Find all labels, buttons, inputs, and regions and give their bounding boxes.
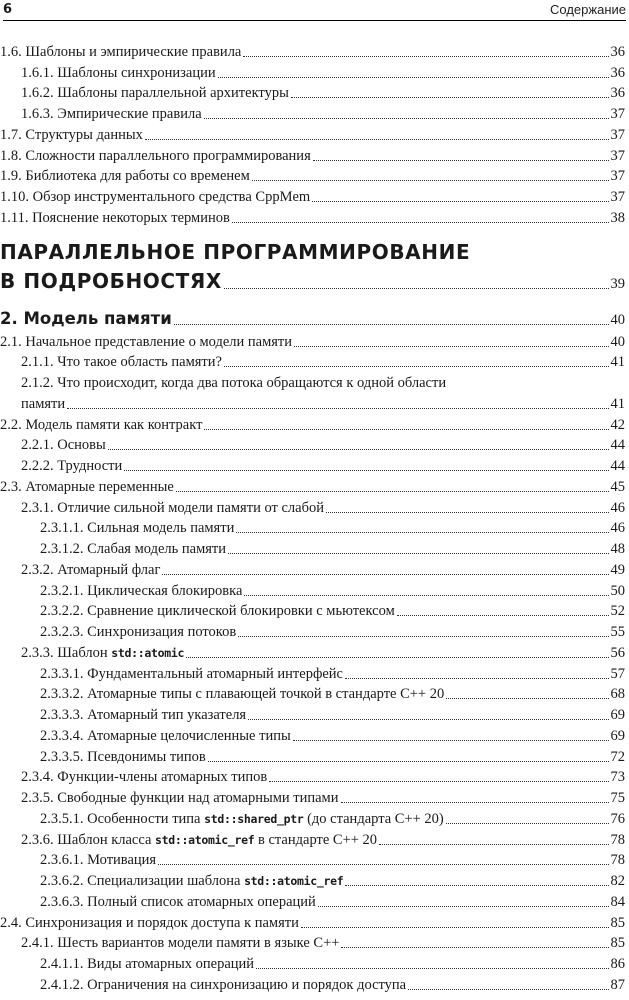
toc-entry-page: 86 (610, 956, 625, 972)
toc-entry-text: 1.7. Структуры данных (0, 126, 143, 143)
toc-entry-label (21, 769, 267, 786)
toc-entry-page: 50 (610, 582, 625, 599)
toc-entry (0, 40, 629, 61)
toc-entry-text: 2.3.2.2. Сравнение циклической блокировки с мьютексом (40, 603, 395, 620)
toc-entry (0, 579, 629, 600)
toc-entry (0, 952, 629, 973)
leader-dots (291, 97, 609, 98)
part-heading (0, 239, 629, 294)
toc-entry-text: 2.3.2.3. Синхронизация потоков (40, 624, 237, 640)
toc-entry (0, 932, 629, 953)
toc-entry-label (40, 956, 254, 973)
toc-entry (0, 641, 629, 662)
leader-dots (379, 844, 608, 845)
toc-entry-page: 41 (610, 395, 625, 412)
toc-entry-text: 2.3.2.1. Циклическая блокировка (40, 582, 243, 599)
leader-dots (293, 740, 609, 741)
toc-entry-label (21, 458, 122, 475)
toc-entry-code: std::atomic_ref (244, 874, 344, 888)
toc-entry-page: 37 (610, 147, 625, 164)
toc-entry-text: 2.3.6. Шаблон класса (21, 831, 156, 848)
toc-entry (0, 724, 629, 745)
toc-entry-label (0, 915, 299, 932)
toc-entry-code: std::atomic (111, 645, 185, 660)
toc-section-chapter2-a (0, 330, 629, 372)
toc-entry (0, 683, 629, 704)
leader-dots (174, 324, 609, 325)
toc-entry-text: 1.10. Обзор инструментального средства CppMem (0, 189, 311, 205)
toc-entry-page: 85 (610, 935, 625, 952)
leader-dots (243, 56, 608, 57)
toc-entry-page: 41 (610, 354, 625, 371)
toc-entry-label (21, 437, 106, 454)
leader-dots (186, 657, 608, 658)
toc-entry-text: 2.3.3.1. Фундаментальный атомарный интерфейс (40, 665, 343, 682)
leader-dots (313, 160, 609, 161)
leader-dots (256, 968, 608, 969)
toc-entry (0, 144, 629, 165)
toc-entry-text: 2.3.4. Функции-члены атомарных типов (21, 769, 268, 786)
leader-dots (236, 532, 608, 533)
toc-entry (0, 206, 629, 227)
leader-dots (218, 77, 609, 78)
toc-entry-label (21, 500, 324, 517)
toc-entry-page: 55 (610, 624, 625, 640)
toc-entry-text: 2.3.3. Шаблон (21, 644, 112, 661)
toc-entry-label (0, 148, 311, 165)
part-title-line1: ПАРАЛЛЕЛЬНОЕ ПРОГРАММИРОВАНИЕ (0, 239, 471, 264)
toc-entry-wrapped-line2 (0, 392, 629, 413)
toc-entry-text: 1.6.3. Эмпирические правила (21, 106, 202, 122)
toc-entry-label (0, 334, 292, 351)
toc-entry-page: 37 (610, 106, 625, 122)
toc-entry-page: 84 (610, 893, 625, 910)
toc-entry-page: 40 (610, 333, 625, 350)
toc-entry-label: памяти (21, 395, 66, 412)
leader-dots (145, 139, 609, 140)
toc-entry-text: 2.4.1. Шесть вариантов модели памяти в языке C++ (21, 935, 340, 952)
leader-dots (204, 118, 609, 119)
toc-section-chapter1 (0, 40, 629, 227)
toc-entry (0, 828, 629, 849)
toc-entry-label (40, 811, 444, 828)
toc-entry-label (0, 210, 230, 227)
toc-entry-text: 1.9. Библиотека для работы со временем (0, 168, 250, 185)
leader-dots (446, 823, 609, 824)
toc-entry-page: 48 (610, 541, 625, 557)
leader-dots (162, 574, 608, 575)
toc-entry (0, 454, 629, 475)
leader-dots (345, 678, 609, 679)
toc-entry (0, 102, 629, 123)
toc-entry-label (0, 417, 202, 434)
toc-entry (0, 475, 629, 496)
toc-entry-text: 2.3.1. Отличие сильной модели памяти от слабой (21, 499, 324, 516)
leader-dots (397, 615, 609, 616)
toc-entry-label (21, 562, 160, 579)
toc-entry (0, 786, 629, 807)
toc-entry (0, 620, 629, 641)
leader-dots (124, 470, 608, 471)
leader-dots (318, 906, 609, 907)
leader-dots (269, 781, 608, 782)
toc-entry-label (40, 583, 242, 600)
toc-entry-label (0, 168, 250, 185)
toc-entry-text-suffix: в стандарте C++ 20 (254, 831, 378, 848)
toc-entry-page: 36 (610, 43, 625, 60)
toc-entry (0, 849, 629, 870)
toc-entry-text: 2.3.1.1. Сильная модель памяти (40, 520, 235, 537)
toc-entry (0, 807, 629, 828)
toc-entry (0, 537, 629, 558)
toc-entry-text: 2.3.2. Атомарный флаг (21, 561, 161, 578)
toc-entry-page: 56 (610, 644, 625, 661)
toc-entry-text: 2.3.5. Свободные функции над атомарными типами (21, 790, 339, 806)
leader-dots (248, 719, 608, 720)
leader-dots (408, 989, 608, 990)
toc-entry-label (40, 707, 246, 724)
toc-entry-page: 76 (610, 810, 625, 827)
leader-dots (67, 408, 608, 409)
leader-dots (252, 180, 609, 181)
toc-entry (0, 911, 629, 932)
leader-dots (345, 885, 608, 886)
toc-entry-text: 2.2.2. Трудности (21, 458, 123, 474)
chapter-title: 2. Модель памяти (0, 308, 172, 328)
toc-entry-label (40, 873, 343, 890)
toc-entry-text: 2.3.3.4. Атомарные целочисленные типы (40, 727, 291, 744)
leader-dots (204, 429, 608, 430)
toc-entry-text: 2.1. Начальное представление о модели памяти (0, 333, 293, 350)
toc-entry-label (40, 977, 406, 994)
toc-entry-label (40, 749, 206, 766)
chapter-heading (0, 304, 629, 330)
toc-entry-text: 2.3.3.2. Атомарные типы с плавающей точкой в стандарте C++ 20 (40, 686, 445, 703)
leader-dots (208, 761, 609, 762)
toc-entry-page: 85 (610, 914, 625, 931)
toc-entry-text: 2.3.1.2. Слабая модель памяти (40, 541, 227, 557)
toc-entry-text: 2.4.1.2. Ограничения на синхронизацию и порядок доступа (40, 976, 407, 993)
toc-entry-label (21, 65, 216, 82)
toc-entry (0, 766, 629, 787)
toc-entry-text: 1.8. Сложности параллельного программирования (0, 147, 311, 164)
leader-dots (224, 288, 609, 289)
toc-entry-page: 68 (610, 686, 625, 703)
toc-entry-page: 44 (610, 458, 625, 474)
toc-entry-wrapped-line1 (0, 371, 629, 392)
toc-entry-label (40, 894, 316, 911)
toc-entry-label (21, 832, 377, 849)
toc-entry-label (21, 106, 202, 123)
toc-entry (0, 517, 629, 538)
toc-entry-label (40, 728, 291, 745)
table-of-contents (0, 40, 629, 994)
leader-dots (238, 636, 608, 637)
toc-entry-label (0, 189, 310, 206)
toc-entry-label (21, 354, 222, 371)
toc-entry-text: 2.4.1.1. Виды атомарных операций (40, 956, 255, 972)
toc-entry-page: 57 (610, 665, 625, 682)
toc-entry-page: 37 (610, 126, 625, 143)
toc-entry (0, 413, 629, 434)
toc-entry-text: 2.3.6.3. Полный список атомарных операций (40, 893, 316, 910)
part-page-number: 39 (610, 275, 625, 292)
toc-entry-text: 2.3.5.1. Особенности типа (40, 810, 205, 827)
toc-entry (0, 351, 629, 372)
toc-entry (0, 745, 629, 766)
toc-entry-label (0, 44, 241, 61)
leader-dots (176, 491, 609, 492)
running-head: Содержание (550, 2, 626, 17)
toc-entry-page: 44 (610, 437, 625, 454)
toc-entry-page: 69 (610, 727, 625, 744)
toc-entry-page: 36 (610, 64, 625, 81)
toc-entry-page: 69 (610, 707, 625, 723)
leader-dots (244, 595, 608, 596)
toc-entry-page: 36 (610, 85, 625, 102)
toc-entry-page: 38 (610, 209, 625, 226)
leader-dots (158, 864, 608, 865)
toc-entry (0, 165, 629, 186)
leader-dots (108, 449, 609, 450)
leader-dots (312, 201, 608, 202)
toc-entry-text: 2.3. Атомарные переменные (0, 478, 174, 495)
toc-section-chapter2-b (0, 413, 629, 994)
toc-entry-label (21, 790, 339, 807)
toc-entry (0, 869, 629, 890)
toc-entry-page: 78 (610, 852, 625, 869)
leader-dots (228, 553, 608, 554)
toc-entry-page: 52 (610, 603, 625, 620)
toc-entry (0, 890, 629, 911)
toc-entry-label (21, 85, 289, 102)
toc-entry-label (40, 852, 156, 869)
leader-dots (326, 512, 609, 513)
toc-entry-page: 45 (610, 478, 625, 495)
leader-dots (294, 346, 608, 347)
toc-entry-page: 37 (610, 189, 625, 205)
toc-entry-text: 2.3.6.2. Специализации шаблона (40, 873, 245, 889)
toc-entry-label (40, 520, 234, 537)
toc-entry-page: 42 (610, 416, 625, 433)
toc-entry (0, 662, 629, 683)
toc-entry (0, 330, 629, 351)
toc-entry (0, 434, 629, 455)
toc-entry-page: 49 (610, 561, 625, 578)
toc-entry-label (40, 666, 343, 683)
toc-entry-page: 73 (610, 769, 625, 786)
leader-dots (224, 366, 609, 367)
chapter-page-number: 40 (610, 311, 625, 328)
toc-entry-page: 46 (610, 520, 625, 537)
toc-entry-text: 1.11. Пояснение некоторых терминов (0, 209, 230, 226)
toc-entry-code: std::atomic_ref (155, 832, 255, 847)
toc-entry-text: 1.6.1. Шаблоны синхронизации (21, 64, 216, 81)
toc-entry-text-suffix: (до стандарта C++ 20) (303, 810, 444, 827)
leader-dots (341, 802, 609, 803)
part-title-line2: В ПОДРОБНОСТЯХ (0, 268, 222, 293)
leader-dots (341, 947, 608, 948)
toc-entry-text: 2.1.1. Что такое область памяти? (21, 354, 222, 371)
toc-entry-page: 46 (610, 499, 625, 516)
page-number: 6 (3, 2, 13, 17)
toc-entry-label (0, 127, 143, 144)
toc-entry-text: 2.3.3.5. Псевдонимы типов (40, 748, 206, 765)
toc-entry-text: 2.3.6.1. Мотивация (40, 852, 157, 869)
toc-entry-label (40, 603, 395, 620)
toc-entry (0, 558, 629, 579)
page-header (3, 2, 626, 21)
toc-entry-code: std::shared_ptr (204, 811, 304, 826)
toc-entry-page: 75 (610, 790, 625, 806)
toc-entry-text: 2.4. Синхронизация и порядок доступа к памяти (0, 914, 299, 931)
toc-entry-label (21, 935, 339, 952)
toc-entry (0, 496, 629, 517)
toc-entry (0, 973, 629, 994)
toc-entry-text: 1.6.2. Шаблоны параллельной архитектуры (21, 85, 289, 102)
toc-entry-label (40, 541, 226, 558)
leader-dots (301, 927, 609, 928)
toc-entry (0, 703, 629, 724)
toc-entry (0, 123, 629, 144)
toc-entry-label (40, 686, 444, 703)
toc-entry (0, 82, 629, 103)
leader-dots (446, 698, 608, 699)
toc-entry (0, 600, 629, 621)
toc-entry-text: 1.6. Шаблоны и эмпирические правила (0, 43, 242, 60)
toc-entry-label (21, 645, 184, 662)
toc-entry-text: 2.3.3.3. Атомарный тип указателя (40, 707, 247, 723)
toc-entry-page: 37 (610, 168, 625, 185)
toc-entry-label (40, 624, 236, 641)
toc-entry-text: 2.2. Модель памяти как контракт (0, 416, 203, 433)
toc-entry-page: 82 (610, 873, 625, 889)
toc-entry (0, 185, 629, 206)
toc-entry-page: 72 (610, 748, 625, 765)
toc-entry-text: 2.2.1. Основы (21, 437, 106, 454)
toc-entry-label (0, 479, 174, 496)
toc-entry-label: 2.1.2. Что происходит, когда два потока обращаются к одной области (21, 375, 447, 391)
leader-dots (232, 222, 609, 223)
toc-entry-page: 78 (610, 831, 625, 848)
toc-entry-page: 87 (610, 976, 625, 993)
toc-entry (0, 61, 629, 82)
